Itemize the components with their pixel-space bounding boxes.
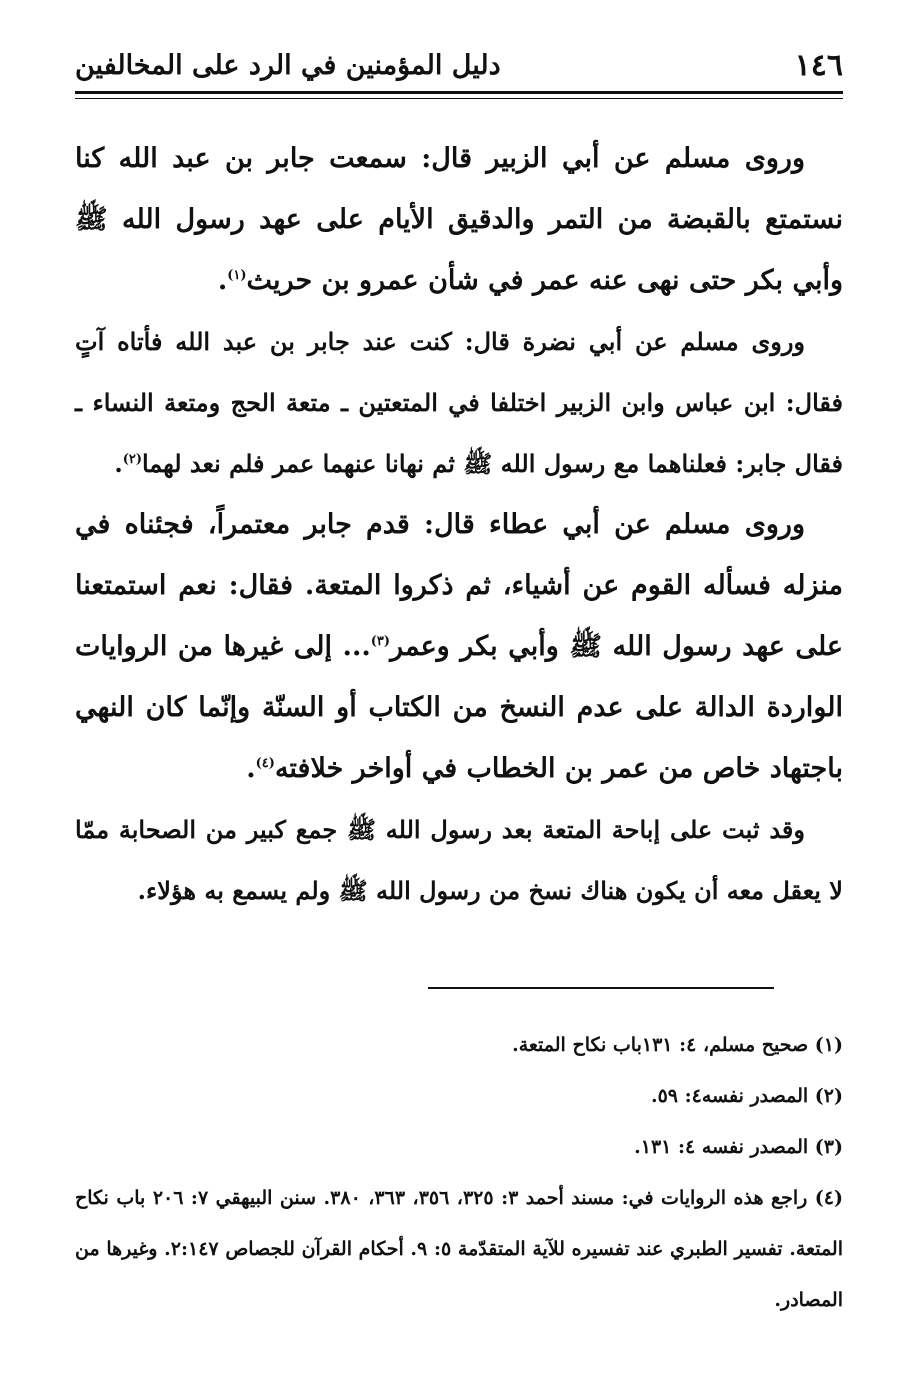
footnote: (٢) المصدر نفسه٤: ٥٩.: [650, 1085, 843, 1107]
footnote: (١) صحيح مسلم، ٤: ١٣١باب نكاح المتعة.: [512, 1034, 843, 1056]
footnote-ref: (٤): [255, 756, 275, 771]
footnote-separator: [428, 987, 774, 989]
footnote-ref: (٢): [122, 452, 142, 467]
footnote: (٣) المصدر نفسه ٤: ١٣١.: [634, 1136, 843, 1158]
main-text: [75, 128, 843, 921]
paragraph-text: وقد ثبت على إباحة المتعة بعد رسول الله ﷺ جمع كبير من الصحابة ممّا لا يعقل معه أن يكون هناك نسخ من رسول الله ﷺ ولم يسمع به هؤلاء.: [75, 815, 843, 905]
paragraph-text: وروى مسلم عن أبي عطاء قال: قدم جابر معتمراً، فجئناه في منزله فسأله القوم عن أشياء، ثم ذكروا المتعة. فقال: نعم استمتعنا على عهد رسول الله ﷺ وأبي بكر وعمر: [75, 509, 843, 662]
running-title: دليل المؤمنين في الرد على المخالفين: [75, 49, 501, 81]
paragraph-text: ... إلى غيرها من الروايات الواردة الدالة على عدم النسخ من الكتاب أو السنّة وإنّما كان النهي باجتهاد خاص من عمر بن الخطاب في أواخر خلافته: [75, 631, 843, 784]
footnote: (٤) راجع هذه الروايات في: مسند أحمد ٣: ٣٢٥، ٣٥٦، ٣٦٣، ٣٨٠. سنن البيهقي ٧: ٢٠٦ باب نكاح المتعة. تفسير الطبري عند تفسيره للآية المتقدّمة ٥: ٩. أحكام القرآن للجصاص ٢:١٤٧. وغيرها من المصادر.: [75, 1187, 843, 1311]
paragraph: وروى مسلم عن أبي الزبير قال: سمعت جابر بن عبد الله كنا نستمتع بالقبضة من التمر والدقيق الأيام على عهد رسول الله ﷺ وأبي بكر حتى نهى عنه عمر في شأن عمرو بن حريث$^{(١)}$.: [75, 143, 843, 296]
page-header: [75, 44, 843, 86]
paragraph-text: وروى مسلم عن أبي نضرة قال: كنت عند جابر بن عبد الله فأتاه آتٍ فقال: ابن عباس وابن الزبير اختلفا في المتعتين ـ متعة الحج ومتعة النساء ـ فقال جابر: فعلناهما مع رسول الله ﷺ ثم نهانا عنهما عمر فلم نعد لهما: [75, 327, 843, 478]
header-rule-thick: [75, 91, 843, 94]
paragraph: وروى مسلم عن أبي نضرة قال: كنت عند جابر بن عبد الله فأتاه آتٍ فقال: ابن عباس وابن الزبير اختلفا في المتعتين ـ متعة الحج ومتعة النساء ـ فقال جابر: فعلناهما مع رسول الله ﷺ ثم نهانا عنهما عمر فلم نعد لهما$^{(٢)}$.: [75, 327, 843, 478]
paragraph: وروى مسلم عن أبي عطاء قال: قدم جابر معتمراً، فجئناه في منزله فسأله القوم عن أشياء، ثم ذكروا المتعة. فقال: نعم استمتعنا على عهد رسول الله ﷺ وأبي بكر وعمر$^{(٣)}$... إلى غيرها من الروايات الواردة الدالة على عدم النسخ من الكتاب أو السنّة وإنّما كان النهي باجتهاد خاص من عمر بن الخطاب في أواخر خلافته$^{(٤)}$.: [75, 509, 843, 784]
header-rule-thin: [75, 98, 843, 99]
footnote-ref: (١): [227, 268, 247, 283]
footnote-ref: (٣): [370, 634, 391, 649]
paragraph-text: وروى مسلم عن أبي الزبير قال: سمعت جابر بن عبد الله كنا نستمتع بالقبضة من التمر والدقيق الأيام على عهد رسول الله ﷺ وأبي بكر حتى نهى عنه عمر في شأن عمرو بن حريث: [75, 143, 843, 296]
page-number: ١٤٦: [794, 47, 843, 83]
footnotes: [75, 1020, 843, 1326]
paragraph: [75, 799, 843, 921]
